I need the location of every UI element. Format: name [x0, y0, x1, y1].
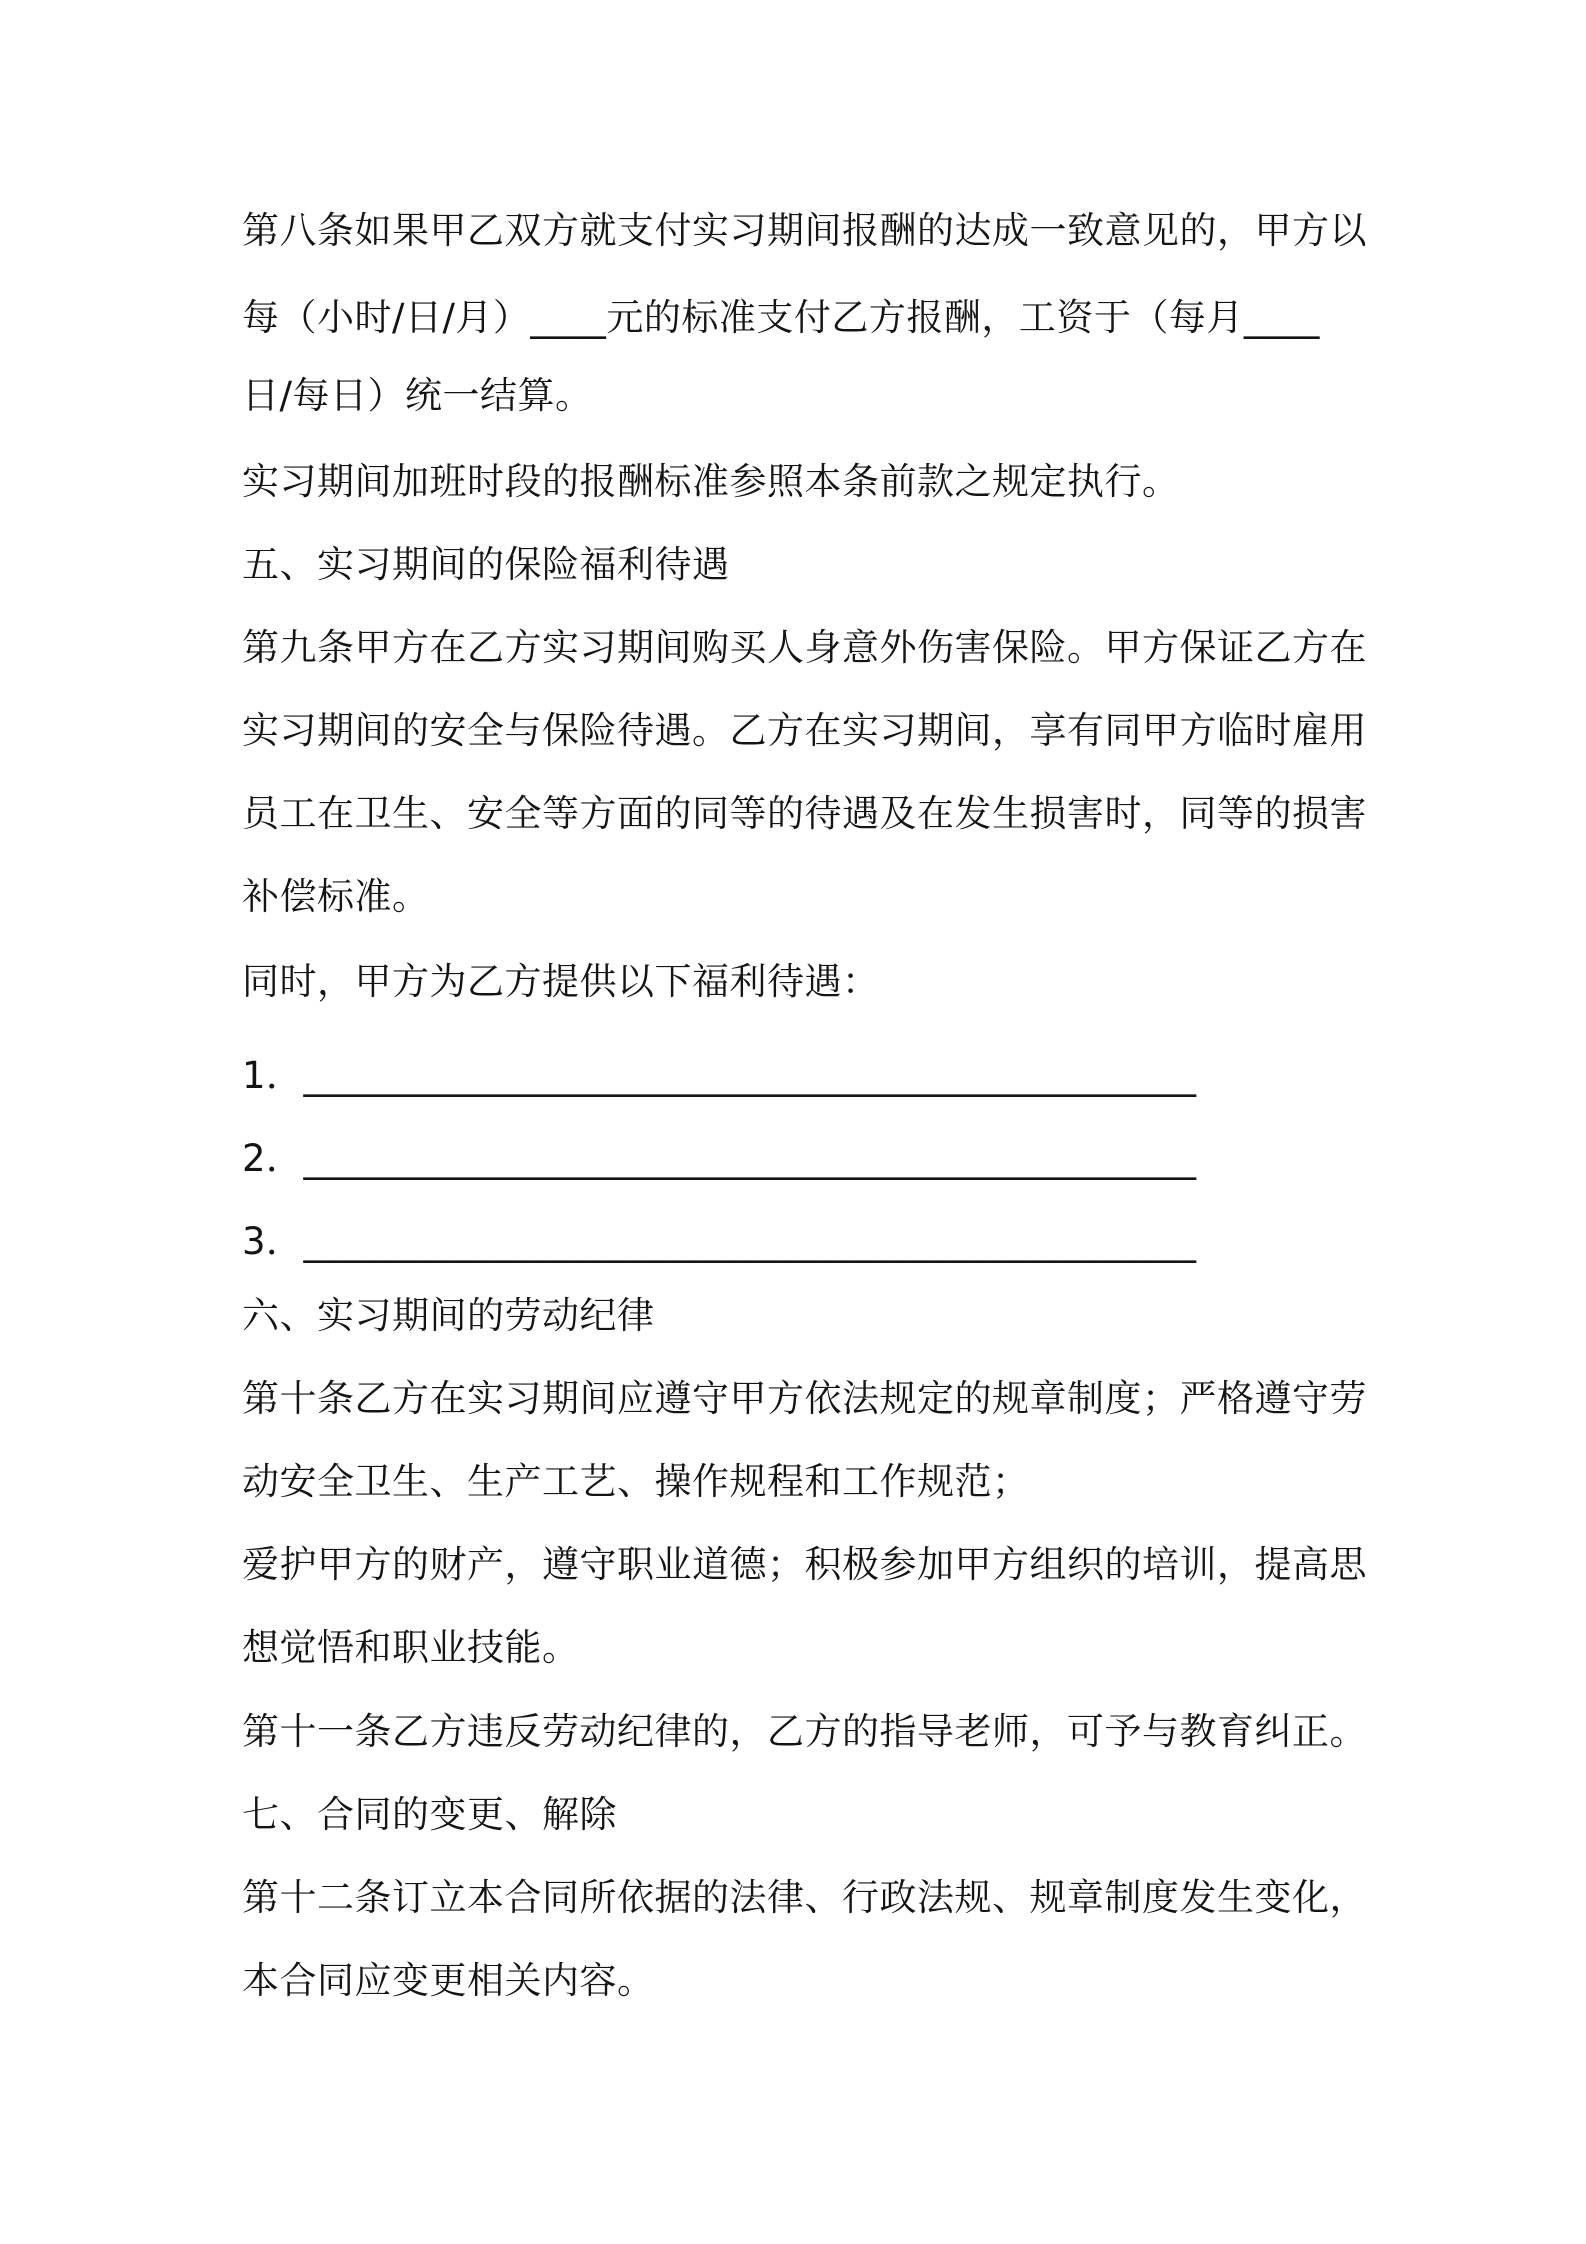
section-heading: 七、合同的变更、解除: [242, 1793, 617, 1836]
paragraph-line: 同时，甲方为乙方提供以下福利待遇：: [242, 960, 880, 1003]
paragraph-line: 想觉悟和职业技能。: [242, 1626, 580, 1669]
section-heading: 五、实习期间的保险福利待遇: [242, 543, 730, 586]
paragraph-line: 动安全卫生、生产工艺、操作规程和工作规范；: [242, 1460, 1030, 1503]
blank-list-item: 2．_______________________________________________: [242, 1137, 1197, 1180]
paragraph-line: 第十二条订立本合同所依据的法律、行政法规、规章制度发生变化，: [242, 1876, 1367, 1919]
paragraph-line: 每（小时/日/月）____元的标准支付乙方报酬，工资于（每月____: [242, 296, 1320, 339]
blank-list-item: 1．_______________________________________________: [242, 1054, 1197, 1097]
paragraph-line: 实习期间的安全与保险待遇。乙方在实习期间，享有同甲方临时雇用: [242, 709, 1367, 752]
paragraph-line: 本合同应变更相关内容。: [242, 1959, 655, 2002]
blank-list-item: 3．_______________________________________________: [242, 1220, 1197, 1263]
paragraph-line: 爱护甲方的财产，遵守职业道德；积极参加甲方组织的培训，提高思: [242, 1543, 1367, 1586]
paragraph-line: 员工在卫生、安全等方面的同等的待遇及在发生损害时，同等的损害: [242, 792, 1367, 835]
paragraph-line: 日/每日）统一结算。: [242, 374, 593, 417]
paragraph-line: 第八条如果甲乙双方就支付实习期间报酬的达成一致意见的，甲方以: [242, 209, 1367, 252]
paragraph-line: 第十条乙方在实习期间应遵守甲方依法规定的规章制度；严格遵守劳: [242, 1377, 1367, 1420]
paragraph-line: 第九条甲方在乙方实习期间购买人身意外伤害保险。甲方保证乙方在: [242, 626, 1367, 669]
paragraph-line: 补偿标准。: [242, 875, 430, 918]
paragraph-line: 实习期间加班时段的报酬标准参照本条前款之规定执行。: [242, 460, 1180, 503]
section-heading: 六、实习期间的劳动纪律: [242, 1294, 655, 1337]
paragraph-line: 第十一条乙方违反劳动纪律的，乙方的指导老师，可予与教育纠正。: [242, 1710, 1367, 1753]
